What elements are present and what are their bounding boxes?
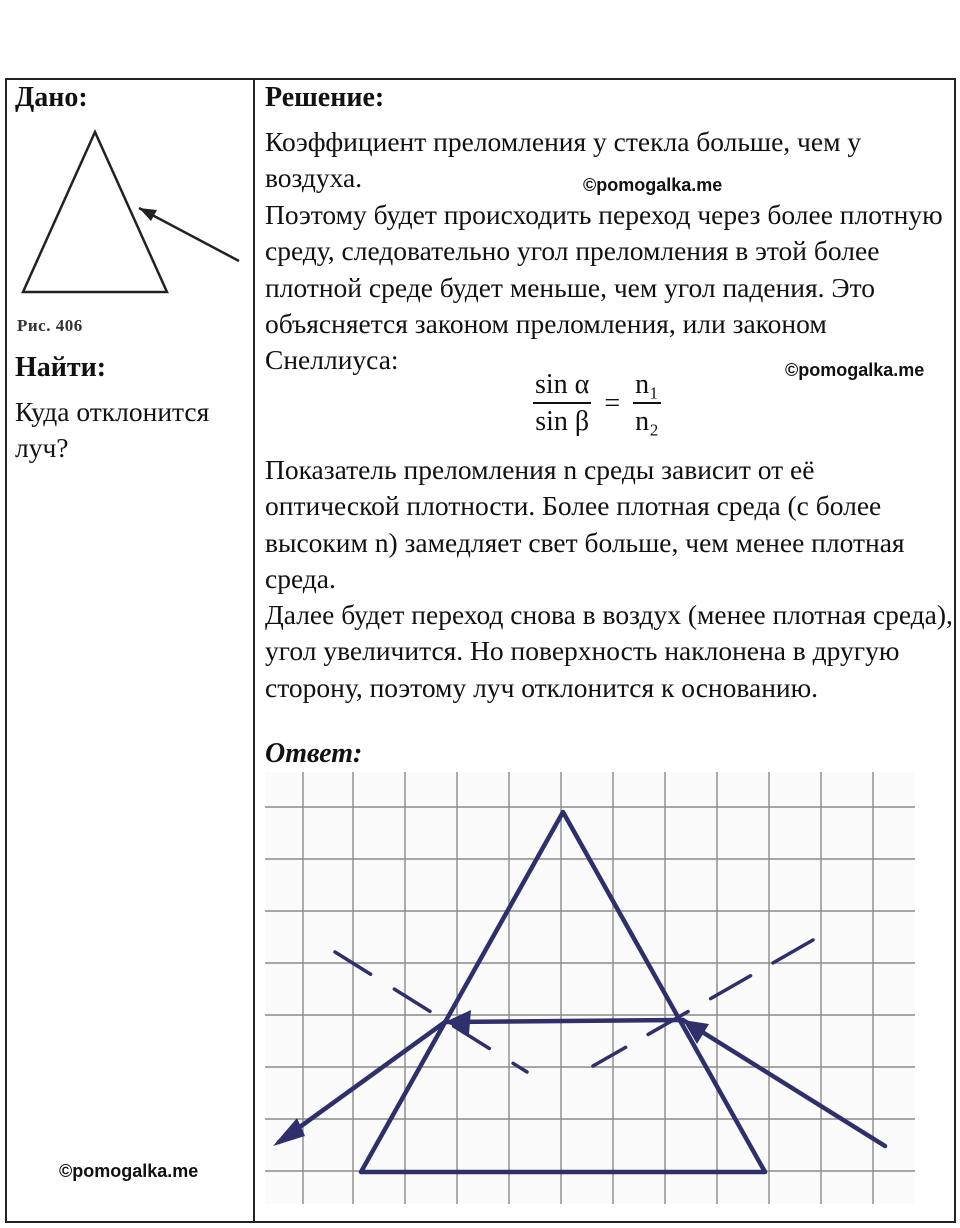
formula-numerator-right: n₁ xyxy=(633,368,661,404)
watermark: ©pomogalka.me xyxy=(583,175,723,195)
formula-equals: = xyxy=(604,388,621,419)
formula-denominator-left: sin β xyxy=(535,406,590,437)
answer-diagram xyxy=(265,772,915,1204)
solution-paragraph-4: Далее будет переход снова в воздух (менее плотная среда), угол увеличится. Но поверхность наклонена в другую сторону, поэтому луч отклонится к основанию. xyxy=(265,599,953,703)
watermark: ©pomogalka.me xyxy=(59,1161,199,1181)
fraction-right xyxy=(633,368,661,440)
given-column xyxy=(7,80,253,1221)
find-question: Куда отклонится луч? xyxy=(15,396,210,464)
prism-figure xyxy=(15,124,245,294)
snell-formula xyxy=(533,368,661,440)
find-header: Найти: xyxy=(15,352,107,383)
given-header: Дано: xyxy=(15,82,88,113)
fraction-left xyxy=(533,368,591,440)
figure-caption: Рис. 406 xyxy=(17,316,83,335)
incident-ray xyxy=(139,208,239,261)
formula-denominator-right: n₂ xyxy=(635,406,659,437)
content-table xyxy=(5,78,956,1223)
answer-label: Ответ: xyxy=(265,738,363,769)
arrow-head-icon xyxy=(139,208,157,221)
solution-paragraph-3: Показатель преломления n среды зависит от её оптической плотности. Более плотная среда (с более высоким n) замедляет свет больше, чем менее плотная среда. xyxy=(265,454,905,594)
solution-paragraph-1: Коэффициент преломления у стекла больше, чем у воздуха. xyxy=(265,126,862,194)
solution-column xyxy=(255,80,954,1221)
watermark: ©pomogalka.me xyxy=(785,360,925,380)
solution-paragraph-2: Поэтому будет происходить переход через более плотную среду, следовательно угол преломления в этой более плотной среде будет меньше, чем угол падения. Это объясняется законом преломления, или законом Снеллиуса: xyxy=(265,199,943,376)
ray-inside xyxy=(445,1020,683,1022)
solution-header: Решение: xyxy=(265,82,385,113)
formula-numerator-left: sin α xyxy=(533,368,591,404)
